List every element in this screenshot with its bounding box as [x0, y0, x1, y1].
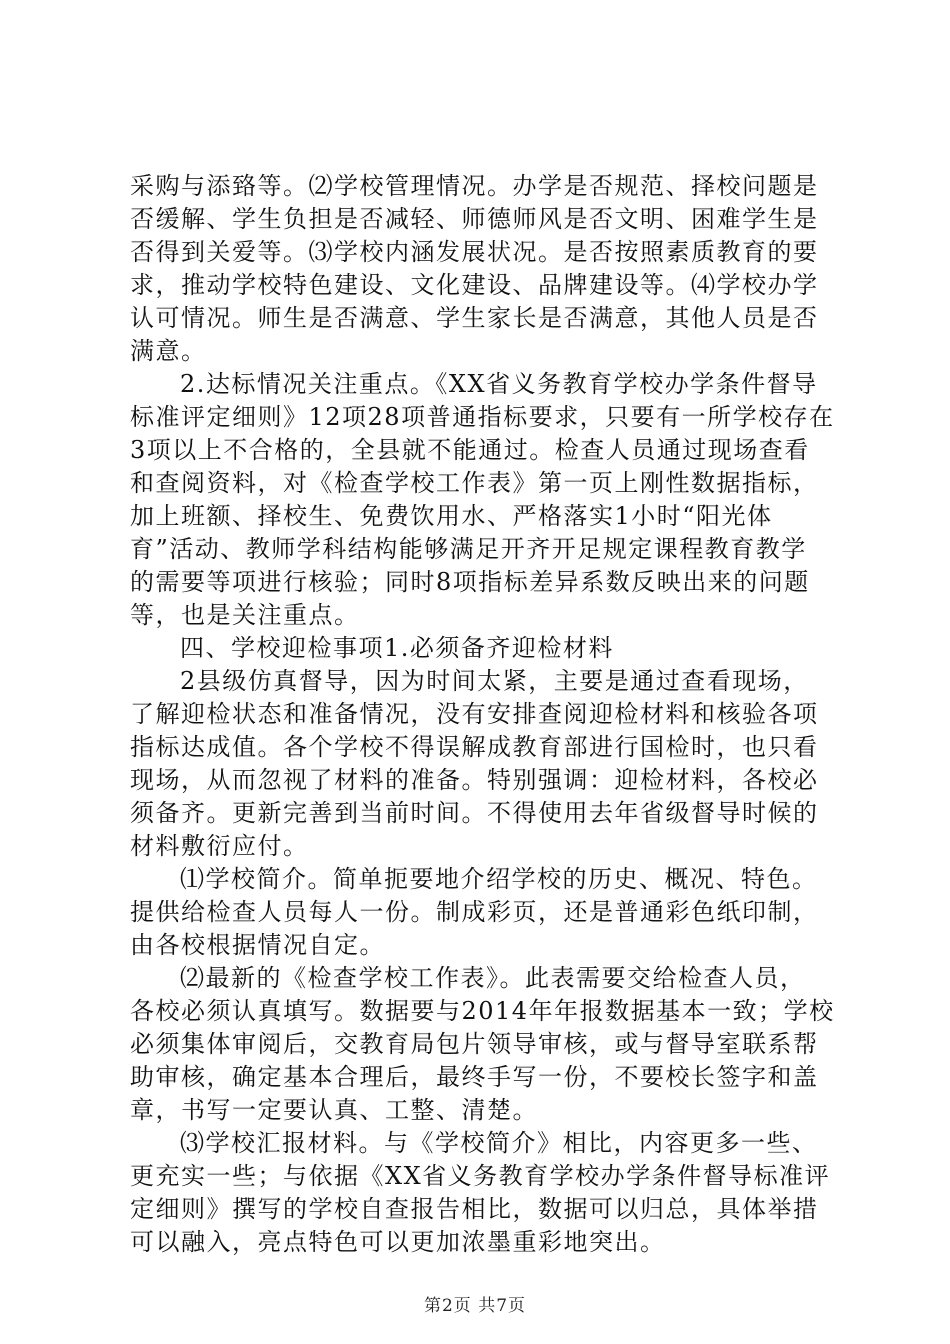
- text-line: ⑶学校汇报材料。与《学校简介》相比，内容更多一些、: [180, 1129, 818, 1157]
- text-line: 必须集体审阅后，交教育局包片领导审核，或与督导室联系帮: [130, 1030, 819, 1058]
- text-line: 章，书写一定要认真、工整、清楚。: [130, 1096, 538, 1124]
- text-line: 了解迎检状态和准备情况，没有安排查阅迎检材料和核验各项: [130, 700, 819, 728]
- text-line: ⑵最新的《检查学校工作表》。此表需要交给检查人员，: [180, 964, 806, 992]
- text-line: 采购与添臵等。⑵学校管理情况。办学是否规范、择校问题是: [130, 172, 819, 200]
- text-line: 须备齐。更新完善到当前时间。不得使用去年省级督导时候的: [130, 799, 819, 827]
- text-line: 育”活动、教师学科结构能够满足开齐开足规定课程教育教学: [130, 535, 807, 563]
- text-line: 指标达成值。各个学校不得误解成教育部进行国检时，也只看: [130, 733, 819, 761]
- document-body: [130, 170, 835, 1259]
- text-line: 等，也是关注重点。: [130, 601, 360, 629]
- text-line: 由各校根据情况自定。: [130, 931, 385, 959]
- text-line: 的需要等项进行核验；同时8项指标差异系数反映出来的问题: [130, 568, 810, 596]
- text-line: 可以融入，亮点特色可以更加浓墨重彩地突出。: [130, 1228, 666, 1256]
- text-line: 2县级仿真督导，因为时间太紧，主要是通过查看现场，: [180, 667, 809, 695]
- text-line: 标准评定细则》12项28项普通指标要求，只要有一所学校存在: [130, 403, 835, 431]
- text-line: 材料敷衍应付。: [130, 832, 309, 860]
- text-line: 更充实一些；与依据《XX省义务教育学校办学条件督导标准评: [130, 1162, 831, 1190]
- text-line: 否缓解、学生负担是否减轻、师德师风是否文明、困难学生是: [130, 205, 819, 233]
- text-line: ⑴学校简介。简单扼要地介绍学校的历史、概况、特色。: [180, 865, 818, 893]
- section-heading: 四、学校迎检事项1.必须备齐迎检材料: [180, 634, 614, 662]
- text-line: 2.达标情况关注重点。《XX省义务教育学校办学条件督导: [180, 370, 818, 398]
- text-line: 认可情况。师生是否满意、学生家长是否满意，其他人员是否: [130, 304, 819, 332]
- text-line: 3项以上不合格的，全县就不能通过。检查人员通过现场查看: [130, 436, 810, 464]
- page-footer: 第2页 共7页: [423, 1296, 527, 1316]
- text-line: 助审核，确定基本合理后，最终手写一份，不要校长签字和盖: [130, 1063, 819, 1091]
- text-line: 否得到关爱等。⑶学校内涵发展状况。是否按照素质教育的要: [130, 238, 819, 266]
- text-line: 各校必须认真填写。数据要与2014年年报数据基本一致；学校: [130, 997, 835, 1025]
- text-line: 加上班额、择校生、免费饮用水、严格落实1小时“阳光体: [130, 502, 773, 530]
- text-line: 提供给检查人员每人一份。制成彩页，还是普通彩色纸印制，: [130, 898, 819, 926]
- text-line: 定细则》撰写的学校自查报告相比，数据可以归总，具体举措: [130, 1195, 819, 1223]
- text-line: 满意。: [130, 337, 207, 365]
- text-line: 求，推动学校特色建设、文化建设、品牌建设等。⑷学校办学: [130, 271, 819, 299]
- text-line: 和查阅资料，对《检查学校工作表》第一页上刚性数据指标，: [130, 469, 819, 497]
- text-line: 现场，从而忽视了材料的准备。特别强调：迎检材料，各校必: [130, 766, 819, 794]
